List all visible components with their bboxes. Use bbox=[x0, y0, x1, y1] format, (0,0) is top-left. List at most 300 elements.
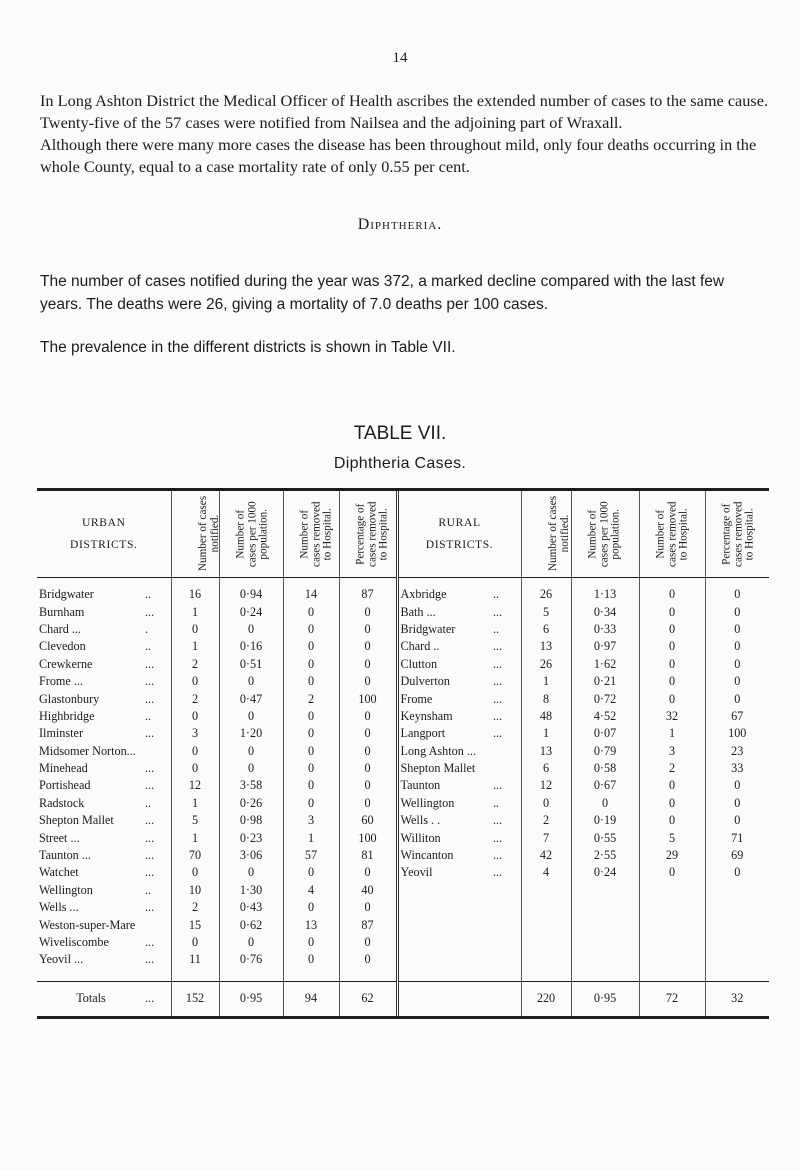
urban-removed-cell: 0 bbox=[283, 603, 339, 620]
header-text: Number of cases bbox=[546, 496, 559, 572]
rural-district-name: Keynsham bbox=[397, 708, 493, 725]
rural-pct-cell: 0 bbox=[705, 795, 769, 812]
totals-row bbox=[37, 981, 769, 1016]
urban-cases-cell: 0 bbox=[171, 934, 219, 951]
rural-leader-dots: ... bbox=[493, 848, 503, 863]
urban-leader-dots bbox=[145, 743, 171, 760]
urban-district-name: Highbridge bbox=[39, 708, 95, 723]
urban-removed-cell: 0 bbox=[283, 673, 339, 690]
rural-district-name: Long Ashton ... bbox=[397, 743, 493, 760]
urban-pct-cell: 0 bbox=[339, 743, 397, 760]
urban-district-name: Weston-super-Mare bbox=[39, 917, 136, 932]
header-text: cases per 1000 bbox=[245, 500, 258, 567]
spacer-cell bbox=[521, 969, 571, 982]
rural-pct-cell: 0 bbox=[705, 673, 769, 690]
urban-per1000-cell: 0·76 bbox=[219, 951, 283, 968]
empty-cell bbox=[571, 916, 639, 933]
urban-cases-cell: 1 bbox=[171, 603, 219, 620]
urban-cases-cell: 1 bbox=[171, 795, 219, 812]
table-row bbox=[37, 656, 769, 673]
rural-leader-dots: ... bbox=[493, 813, 503, 828]
rural-leader-dots: ... bbox=[493, 604, 503, 619]
rural-pct-cell: 0 bbox=[705, 603, 769, 620]
urban-district-name: Bridgwater bbox=[39, 587, 94, 602]
urban-removed-cell: 0 bbox=[283, 708, 339, 725]
rural-leader-dots bbox=[493, 743, 521, 760]
paragraph-prevalence: The prevalence in the different districts is shown in Table VII. bbox=[40, 339, 456, 356]
urban-per1000-cell: 1·30 bbox=[219, 882, 283, 899]
empty-cell bbox=[639, 882, 705, 899]
rural-header-line1: RURAL bbox=[438, 516, 481, 529]
urban-removed-cell: 0 bbox=[283, 656, 339, 673]
header-text: to Hospital. bbox=[677, 507, 690, 560]
urban-district-name: Ilminster bbox=[39, 726, 84, 741]
table-body bbox=[37, 578, 769, 1016]
table-row bbox=[37, 916, 769, 933]
empty-cell bbox=[571, 951, 639, 968]
urban-per1000-cell: 0·24 bbox=[219, 603, 283, 620]
urban-pct-cell: 60 bbox=[339, 812, 397, 829]
empty-cell bbox=[639, 916, 705, 933]
rural-cases-cell: 5 bbox=[521, 603, 571, 620]
rural-removed-cell: 0 bbox=[639, 656, 705, 673]
rural-per1000-cell: 0·58 bbox=[571, 760, 639, 777]
rural-pct-cell: 0 bbox=[705, 864, 769, 881]
rural-removed-cell: 0 bbox=[639, 578, 705, 604]
urban-pct-cell: 0 bbox=[339, 760, 397, 777]
table-row bbox=[37, 603, 769, 620]
urban-district-name: Shepton Mallet bbox=[39, 813, 114, 828]
urban-leader-dots: ... bbox=[145, 604, 155, 619]
rural-per1000-cell: 0·97 bbox=[571, 638, 639, 655]
empty-cell bbox=[705, 916, 769, 933]
rural-district-name: Wellington bbox=[397, 795, 493, 812]
rural-col-per1000-header bbox=[571, 491, 639, 578]
urban-leader-dots: ... bbox=[145, 691, 155, 706]
spacer-cell bbox=[37, 969, 145, 982]
rural-cases-cell: 42 bbox=[521, 847, 571, 864]
header-text: Percentage of bbox=[354, 503, 367, 565]
rural-per1000-cell: 0·21 bbox=[571, 673, 639, 690]
spacer-cell bbox=[339, 969, 397, 982]
urban-cases-cell: 16 bbox=[171, 578, 219, 604]
rural-per1000-cell: 0·07 bbox=[571, 725, 639, 742]
rural-district-name: Wincanton bbox=[397, 847, 493, 864]
urban-removed-cell: 14 bbox=[283, 578, 339, 604]
rural-cases-cell: 13 bbox=[521, 743, 571, 760]
table-row bbox=[37, 690, 769, 707]
rural-per1000-cell: 0·72 bbox=[571, 690, 639, 707]
urban-per1000-cell: 1·20 bbox=[219, 725, 283, 742]
rural-removed-cell: 0 bbox=[639, 864, 705, 881]
table-row bbox=[37, 578, 769, 604]
urban-removed-cell: 0 bbox=[283, 864, 339, 881]
urban-removed-cell: 0 bbox=[283, 951, 339, 968]
urban-pct-cell: 0 bbox=[339, 638, 397, 655]
totals-label: Totals bbox=[37, 981, 145, 1016]
table-subtitle: Diphtheria Cases. bbox=[333, 455, 467, 472]
urban-pct-cell: 0 bbox=[339, 725, 397, 742]
urban-per1000-cell: 0 bbox=[219, 708, 283, 725]
empty-cell bbox=[521, 899, 571, 916]
paragraph-long-ashton: In Long Ashton District the Medical Officer of Health ascribes the extended number of cases to the same cause. Twenty-five of the 57 cases were notified from Nailsea and the adjoining part of Wraxall. bbox=[40, 91, 769, 132]
rural-removed-cell: 0 bbox=[639, 621, 705, 638]
urban-cases-cell: 1 bbox=[171, 638, 219, 655]
urban-leader-dots: ... bbox=[145, 726, 155, 741]
urban-per1000-cell: 0·23 bbox=[219, 829, 283, 846]
rural-district-name: Bridgwater bbox=[397, 621, 493, 638]
rural-total-pct: 32 bbox=[705, 981, 769, 1016]
spacer-cell bbox=[171, 969, 219, 982]
urban-removed-cell: 0 bbox=[283, 934, 339, 951]
rural-per1000-cell: 2·55 bbox=[571, 847, 639, 864]
rural-removed-cell: 0 bbox=[639, 690, 705, 707]
urban-cases-cell: 10 bbox=[171, 882, 219, 899]
urban-cases-cell: 0 bbox=[171, 708, 219, 725]
spacer-cell bbox=[705, 969, 769, 982]
rural-col-removed-header bbox=[639, 491, 705, 578]
urban-leader-dots: ... bbox=[145, 830, 155, 845]
urban-leader-dots: ... bbox=[145, 761, 155, 776]
rural-pct-cell: 0 bbox=[705, 812, 769, 829]
table-row bbox=[37, 673, 769, 690]
rural-districts-header bbox=[397, 491, 521, 578]
spacer-cell bbox=[397, 969, 493, 982]
urban-col-per1000-header bbox=[219, 491, 283, 578]
urban-pct-cell: 0 bbox=[339, 621, 397, 638]
urban-per1000-cell: 0·94 bbox=[219, 578, 283, 604]
empty-cell bbox=[571, 899, 639, 916]
urban-cases-cell: 0 bbox=[171, 621, 219, 638]
empty-cell bbox=[521, 951, 571, 968]
rural-removed-cell: 0 bbox=[639, 777, 705, 794]
table-row bbox=[37, 951, 769, 968]
urban-removed-cell: 0 bbox=[283, 899, 339, 916]
rural-pct-cell: 69 bbox=[705, 847, 769, 864]
rural-per1000-cell: 0·55 bbox=[571, 829, 639, 846]
rural-cases-cell: 26 bbox=[521, 656, 571, 673]
table-row bbox=[37, 621, 769, 638]
rural-cases-cell: 2 bbox=[521, 812, 571, 829]
rural-cases-cell: 13 bbox=[521, 638, 571, 655]
rural-district-name: Taunton bbox=[397, 777, 493, 794]
rural-leader-dots bbox=[493, 760, 521, 777]
urban-cases-cell: 3 bbox=[171, 725, 219, 742]
rural-leader-dots: .. bbox=[493, 621, 500, 636]
rural-total-cases: 220 bbox=[521, 981, 571, 1016]
rural-pct-cell: 0 bbox=[705, 638, 769, 655]
urban-leader-dots: ... bbox=[145, 848, 155, 863]
table-row bbox=[37, 882, 769, 899]
urban-pct-cell: 81 bbox=[339, 847, 397, 864]
rural-per1000-cell: 1·62 bbox=[571, 656, 639, 673]
urban-leader-dots: .. bbox=[145, 587, 152, 602]
diphtheria-cases-table bbox=[37, 491, 769, 1016]
empty-cell bbox=[397, 882, 493, 899]
urban-col-cases-header bbox=[171, 491, 219, 578]
urban-removed-cell: 0 bbox=[283, 795, 339, 812]
urban-pct-cell: 0 bbox=[339, 951, 397, 968]
empty-cell bbox=[521, 934, 571, 951]
table-row bbox=[37, 847, 769, 864]
urban-leader-dots: ... bbox=[145, 952, 155, 967]
rural-pct-cell: 0 bbox=[705, 656, 769, 673]
urban-pct-cell: 0 bbox=[339, 656, 397, 673]
empty-cell bbox=[521, 882, 571, 899]
urban-per1000-cell: 0·16 bbox=[219, 638, 283, 655]
rural-leader-dots: ... bbox=[493, 674, 503, 689]
rural-district-name: Yeovil bbox=[397, 864, 493, 881]
urban-pct-cell: 0 bbox=[339, 777, 397, 794]
rural-total-removed: 72 bbox=[639, 981, 705, 1016]
urban-total-removed: 94 bbox=[283, 981, 339, 1016]
rural-leader-dots: ... bbox=[493, 708, 503, 723]
urban-per1000-cell: 0·98 bbox=[219, 812, 283, 829]
urban-district-name: Crewkerne bbox=[39, 656, 93, 671]
header-text: to Hospital. bbox=[377, 507, 390, 560]
urban-per1000-cell: 0·51 bbox=[219, 656, 283, 673]
header-text: Number of bbox=[234, 509, 247, 559]
rural-leader-dots: ... bbox=[493, 656, 503, 671]
rural-pct-cell: 23 bbox=[705, 743, 769, 760]
paragraph-cases-notified: The number of cases notified during the year was 372, a marked decline compared with the last few years. The deaths were 26, giving a mortality of 7.0 deaths per 100 cases. bbox=[40, 273, 725, 313]
rural-per1000-cell: 0·34 bbox=[571, 603, 639, 620]
urban-cases-cell: 5 bbox=[171, 812, 219, 829]
urban-district-name: Taunton ... bbox=[39, 848, 91, 863]
rural-removed-cell: 29 bbox=[639, 847, 705, 864]
urban-per1000-cell: 0 bbox=[219, 934, 283, 951]
rural-per1000-cell: 0·67 bbox=[571, 777, 639, 794]
urban-pct-cell: 0 bbox=[339, 864, 397, 881]
urban-district-name: Watchet bbox=[39, 865, 79, 880]
table-row bbox=[37, 638, 769, 655]
table-row bbox=[37, 934, 769, 951]
rural-pct-cell: 67 bbox=[705, 708, 769, 725]
rural-removed-cell: 0 bbox=[639, 795, 705, 812]
empty-cell bbox=[397, 916, 493, 933]
rural-cases-cell: 6 bbox=[521, 760, 571, 777]
table-row bbox=[37, 777, 769, 794]
rural-pct-cell: 71 bbox=[705, 829, 769, 846]
urban-per1000-cell: 0 bbox=[219, 673, 283, 690]
urban-districts-header bbox=[37, 491, 171, 578]
rural-removed-cell: 2 bbox=[639, 760, 705, 777]
rural-cases-cell: 4 bbox=[521, 864, 571, 881]
rural-per1000-cell: 0 bbox=[571, 795, 639, 812]
urban-leader-dots: ... bbox=[145, 865, 155, 880]
header-text: cases removed bbox=[365, 500, 378, 567]
urban-removed-cell: 3 bbox=[283, 812, 339, 829]
header-text: Number of bbox=[654, 509, 667, 559]
rural-district-name: Chard .. bbox=[397, 638, 493, 655]
urban-district-name: Street ... bbox=[39, 830, 80, 845]
spacer-cell bbox=[145, 969, 171, 982]
spacer-cell bbox=[493, 969, 521, 982]
urban-district-name: Wiveliscombe bbox=[39, 935, 109, 949]
empty-cell bbox=[705, 899, 769, 916]
rural-header-label bbox=[399, 512, 521, 556]
urban-pct-cell: 0 bbox=[339, 899, 397, 916]
rural-removed-cell: 1 bbox=[639, 725, 705, 742]
urban-district-name: Wellington bbox=[39, 882, 93, 897]
urban-removed-cell: 0 bbox=[283, 743, 339, 760]
header-text: to Hospital. bbox=[743, 507, 756, 560]
table-row bbox=[37, 829, 769, 846]
rural-total-blank bbox=[397, 981, 493, 1016]
urban-cases-cell: 0 bbox=[171, 864, 219, 881]
urban-leader-dots: ... bbox=[145, 674, 155, 689]
urban-leader-dots: .. bbox=[145, 795, 152, 810]
urban-pct-cell: 0 bbox=[339, 795, 397, 812]
rural-leader-dots: ... bbox=[493, 830, 503, 845]
spacer-cell bbox=[219, 969, 283, 982]
empty-cell bbox=[493, 882, 521, 899]
table-row bbox=[37, 795, 769, 812]
urban-cases-cell: 1 bbox=[171, 829, 219, 846]
rural-total-blank bbox=[493, 981, 521, 1016]
urban-cases-cell: 12 bbox=[171, 777, 219, 794]
rural-district-name: Bath ... bbox=[397, 603, 493, 620]
urban-per1000-cell: 3·06 bbox=[219, 847, 283, 864]
empty-cell bbox=[397, 951, 493, 968]
urban-leader-dots: ... bbox=[145, 778, 155, 793]
rural-cases-cell: 1 bbox=[521, 725, 571, 742]
table-row bbox=[37, 760, 769, 777]
urban-district-name: Glastonbury bbox=[39, 691, 100, 706]
empty-cell bbox=[493, 951, 521, 968]
header-text: population. bbox=[609, 508, 622, 560]
urban-cases-cell: 11 bbox=[171, 951, 219, 968]
urban-pct-cell: 0 bbox=[339, 673, 397, 690]
urban-removed-cell: 0 bbox=[283, 621, 339, 638]
urban-header-line2: DISTRICTS. bbox=[69, 538, 138, 551]
urban-cases-cell: 2 bbox=[171, 690, 219, 707]
spacer-cell bbox=[639, 969, 705, 982]
urban-district-name: Chard ... bbox=[39, 621, 81, 636]
empty-cell bbox=[639, 899, 705, 916]
rural-leader-dots: .. bbox=[493, 795, 500, 810]
empty-cell bbox=[397, 934, 493, 951]
rural-pct-cell: 33 bbox=[705, 760, 769, 777]
urban-pct-cell: 87 bbox=[339, 916, 397, 933]
urban-district-name: Wells ... bbox=[39, 900, 79, 915]
urban-pct-cell: 0 bbox=[339, 708, 397, 725]
empty-cell bbox=[705, 934, 769, 951]
urban-cases-cell: 70 bbox=[171, 847, 219, 864]
paragraph-mortality: Although there were many more cases the disease has been throughout mild, only four deaths occurring in the whole County, equal to a case mortality rate of only 0.55 per cent. bbox=[40, 135, 757, 176]
table-header-row bbox=[37, 491, 769, 578]
rural-removed-cell: 0 bbox=[639, 603, 705, 620]
urban-removed-cell: 2 bbox=[283, 690, 339, 707]
empty-cell bbox=[705, 882, 769, 899]
rural-per1000-cell: 0·19 bbox=[571, 812, 639, 829]
section-title-diphtheria: Diphtheria. bbox=[357, 216, 443, 233]
urban-leader-dots: ... bbox=[145, 935, 155, 949]
urban-pct-cell: 87 bbox=[339, 578, 397, 604]
empty-cell bbox=[705, 951, 769, 968]
rural-pct-cell: 0 bbox=[705, 621, 769, 638]
table-bottom-rule bbox=[37, 1016, 769, 1019]
urban-header-line1: URBAN bbox=[81, 516, 126, 529]
rural-per1000-cell: 1·13 bbox=[571, 578, 639, 604]
urban-district-name: Portishead bbox=[39, 778, 91, 793]
urban-leader-dots: ... bbox=[145, 656, 155, 671]
urban-per1000-cell: 0·26 bbox=[219, 795, 283, 812]
rural-cases-cell: 1 bbox=[521, 673, 571, 690]
urban-leader-dots: .. bbox=[145, 639, 152, 654]
urban-total-cases: 152 bbox=[171, 981, 219, 1016]
header-text: to Hospital. bbox=[321, 507, 334, 560]
urban-per1000-cell: 0 bbox=[219, 743, 283, 760]
empty-cell bbox=[571, 882, 639, 899]
rural-cases-cell: 12 bbox=[521, 777, 571, 794]
rural-pct-cell: 0 bbox=[705, 777, 769, 794]
rural-cases-cell: 0 bbox=[521, 795, 571, 812]
urban-header-label bbox=[37, 512, 171, 556]
urban-total-per1000: 0·95 bbox=[219, 981, 283, 1016]
diphtheria-table bbox=[37, 488, 769, 1019]
rural-cases-cell: 26 bbox=[521, 578, 571, 604]
rural-leader-dots: ... bbox=[493, 639, 503, 654]
urban-per1000-cell: 0·62 bbox=[219, 916, 283, 933]
urban-per1000-cell: 0·47 bbox=[219, 690, 283, 707]
rural-leader-dots: ... bbox=[493, 726, 503, 741]
table-row bbox=[37, 812, 769, 829]
rural-cases-cell: 6 bbox=[521, 621, 571, 638]
urban-removed-cell: 0 bbox=[283, 638, 339, 655]
empty-cell bbox=[521, 916, 571, 933]
rural-leader-dots: ... bbox=[493, 691, 503, 706]
spacer-row bbox=[37, 969, 769, 982]
urban-district-name: Clevedon bbox=[39, 639, 86, 654]
urban-pct-cell: 0 bbox=[339, 603, 397, 620]
urban-pct-cell: 100 bbox=[339, 690, 397, 707]
urban-leader-dots: ... bbox=[145, 900, 155, 915]
rural-col-cases-header bbox=[521, 491, 571, 578]
urban-district-name: Frome ... bbox=[39, 674, 84, 689]
rural-per1000-cell: 0·79 bbox=[571, 743, 639, 760]
urban-removed-cell: 1 bbox=[283, 829, 339, 846]
urban-cases-cell: 0 bbox=[171, 760, 219, 777]
empty-cell bbox=[639, 951, 705, 968]
header-text: Number of bbox=[298, 509, 311, 559]
urban-pct-cell: 0 bbox=[339, 934, 397, 951]
rural-removed-cell: 5 bbox=[639, 829, 705, 846]
urban-total-pct: 62 bbox=[339, 981, 397, 1016]
header-text: Percentage of bbox=[720, 503, 733, 565]
rural-cases-cell: 8 bbox=[521, 690, 571, 707]
urban-per1000-cell: 0·43 bbox=[219, 899, 283, 916]
urban-removed-cell: 57 bbox=[283, 847, 339, 864]
header-text: notified. bbox=[558, 514, 571, 553]
urban-leader-dots: . bbox=[145, 621, 149, 636]
urban-removed-cell: 0 bbox=[283, 760, 339, 777]
spacer-cell bbox=[571, 969, 639, 982]
rural-district-name: Frome bbox=[397, 690, 493, 707]
empty-cell bbox=[397, 899, 493, 916]
rural-leader-dots: .. bbox=[493, 587, 500, 602]
table-row bbox=[37, 743, 769, 760]
empty-cell bbox=[493, 899, 521, 916]
rural-district-name: Axbridge bbox=[397, 578, 493, 604]
rural-pct-cell: 0 bbox=[705, 690, 769, 707]
rural-removed-cell: 0 bbox=[639, 673, 705, 690]
urban-per1000-cell: 0 bbox=[219, 864, 283, 881]
urban-cases-cell: 0 bbox=[171, 673, 219, 690]
rural-removed-cell: 0 bbox=[639, 638, 705, 655]
empty-cell bbox=[571, 934, 639, 951]
rural-district-name: Williton bbox=[397, 829, 493, 846]
